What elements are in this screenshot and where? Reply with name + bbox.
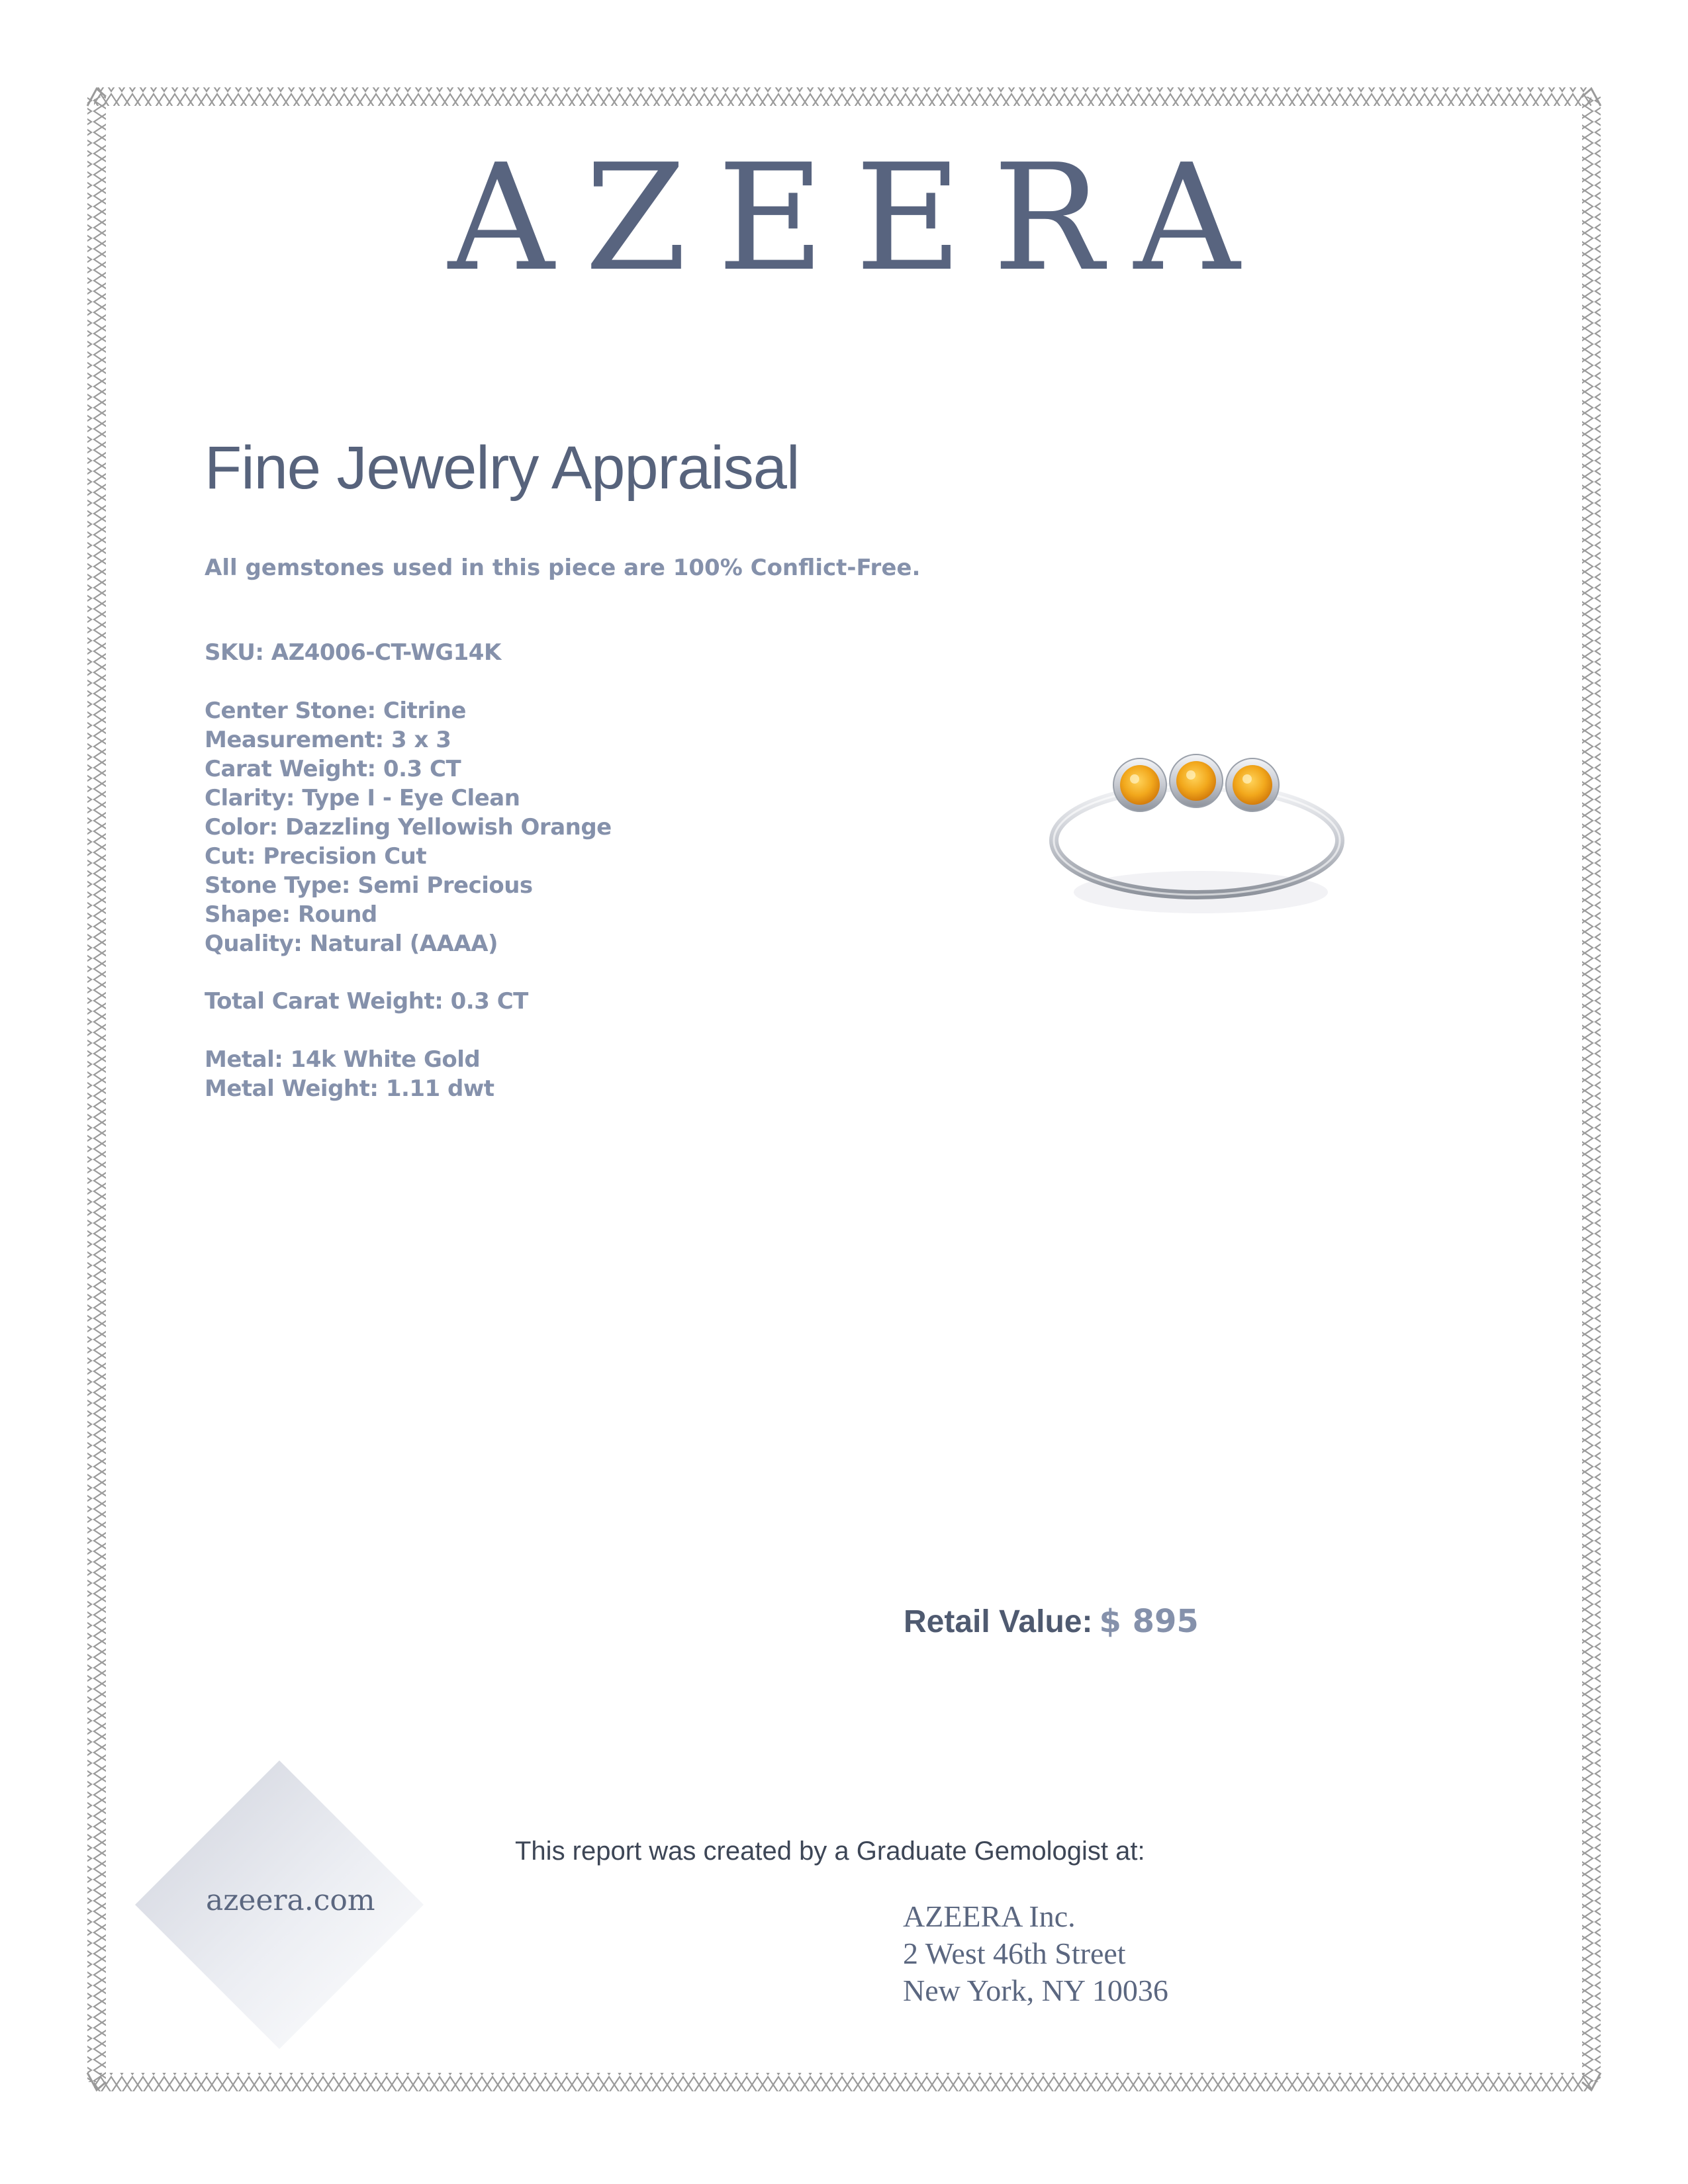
detail-carat-weight: Carat Weight: 0.3 CT: [205, 756, 461, 782]
retail-value-row: [904, 1602, 1199, 1642]
sku-block: [205, 638, 501, 667]
detail-measurement: Measurement: 3 x 3: [205, 727, 451, 753]
detail-shape: Shape: Round: [205, 901, 377, 928]
product-ring-image: [1047, 743, 1352, 941]
total-carat-weight: Total Carat Weight: 0.3 CT: [205, 988, 528, 1015]
page-title: Fine Jewelry Appraisal: [205, 434, 800, 502]
address-city: New York, NY 10036: [903, 1974, 1168, 2007]
gemologist-credit: This report was created by a Graduate Gemologist at:: [515, 1837, 1145, 1866]
detail-color: Color: Dazzling Yellowish Orange: [205, 814, 612, 841]
stone-details-list: [205, 696, 612, 958]
sku-text: SKU: AZ4006-CT-WG14K: [205, 639, 501, 666]
detail-metal-weight: Metal Weight: 1.11 dwt: [205, 1075, 494, 1102]
address-street: 2 West 46th Street: [903, 1936, 1126, 1970]
website-link[interactable]: azeera.com: [206, 1884, 375, 1917]
address-company: AZEERA Inc.: [903, 1899, 1076, 1933]
conflict-free-note: All gemstones used in this piece are 100% Conflict-Free.: [205, 555, 921, 581]
detail-cut: Cut: Precision Cut: [205, 843, 427, 870]
brand-logo: AZEERA: [447, 133, 1271, 304]
total-carat-block: [205, 987, 528, 1016]
company-address: [903, 1898, 1168, 2009]
detail-stone-type: Stone Type: Semi Precious: [205, 872, 533, 899]
retail-value-label: Retail Value:: [904, 1604, 1093, 1639]
detail-clarity: Clarity: Type I - Eye Clean: [205, 785, 520, 811]
detail-quality: Quality: Natural (AAAA): [205, 931, 498, 957]
detail-center-stone: Center Stone: Citrine: [205, 698, 466, 724]
retail-value-amount: $ 895: [1099, 1603, 1199, 1640]
metal-details-list: [205, 1045, 494, 1103]
detail-metal: Metal: 14k White Gold: [205, 1046, 481, 1073]
